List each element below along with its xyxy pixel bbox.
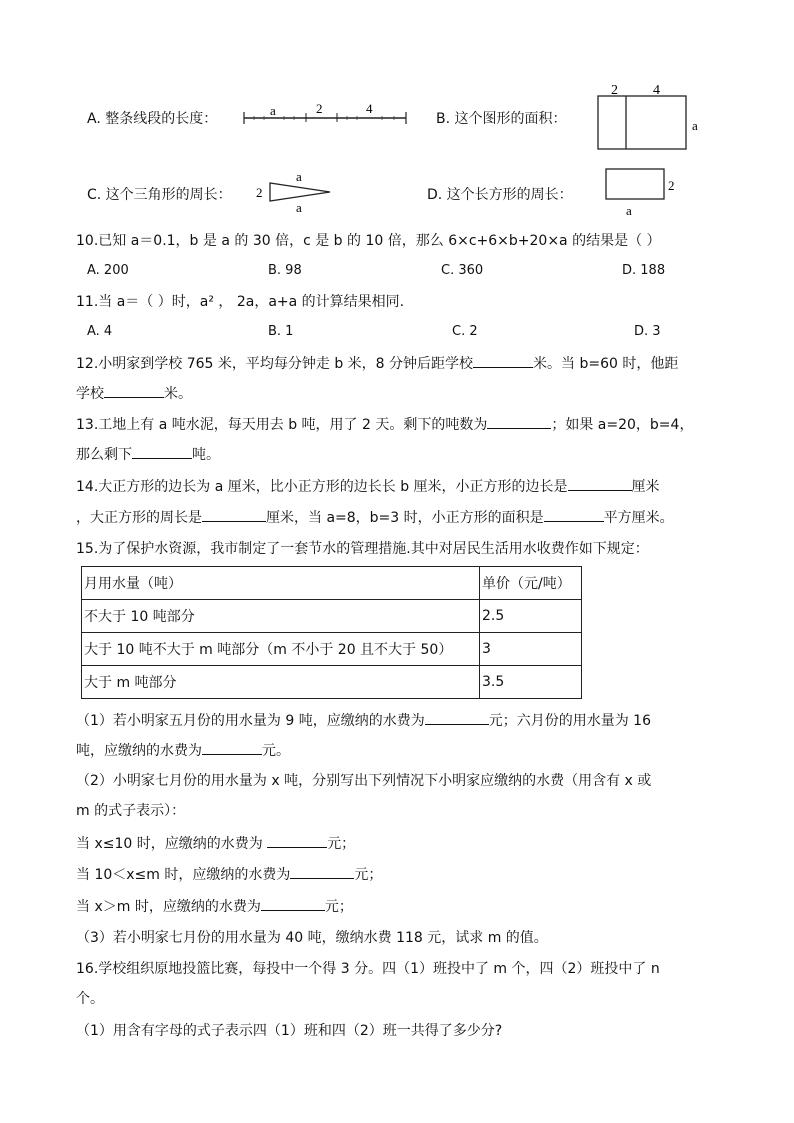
q9-option-a-label: A. 整条线段的长度：	[87, 111, 218, 127]
q15-part1-line2	[76, 740, 290, 761]
q15-case2-text: 当 10＜x≤m 时，应缴纳的水费为	[76, 867, 291, 883]
q15-p1-text-c: 吨，应缴纳的水费为	[76, 743, 202, 759]
q13-text-a: 13.工地上有 a 吨水泥，每天用去 b 吨，用了 2 天。剩下的吨数为	[76, 417, 488, 433]
q15-p1-text-d: 元。	[262, 743, 290, 759]
table-cell: 不大于 10 吨部分	[82, 600, 480, 633]
q16-line2: 个。	[76, 991, 104, 1007]
q15-case1	[76, 833, 355, 854]
q15-blank-5	[261, 896, 325, 911]
q15-part2-line2: m 的式子表示）：	[76, 803, 186, 819]
triangle-label-2: 2	[256, 185, 263, 200]
q12-blank-1	[473, 353, 533, 368]
q14-blank-3	[544, 507, 604, 522]
q14-blank-1	[568, 476, 632, 491]
q15-p1-text-b: 元；六月份的用水量为 16	[488, 713, 651, 729]
triangle-label-a-bottom: a	[296, 200, 302, 215]
q15-blank-2	[202, 740, 262, 755]
q9-option-b-label: B. 这个图形的面积：	[436, 111, 567, 127]
q12-text-a: 12.小明家到学校 765 米，平均每分钟走 b 米，8 分钟后距学校	[76, 356, 474, 372]
q15-p1-text-a: （1）若小明家五月份的用水量为 9 吨，应缴纳的水费为	[76, 713, 425, 729]
rect-side-label-a: a	[692, 118, 698, 133]
q15-blank-3	[267, 833, 327, 848]
segment-label-2: 2	[316, 101, 323, 116]
table-row	[82, 666, 582, 699]
q15-part2-line1: （2）小明家七月份的用水量为 x 吨，分别写出下列情况下小明家应缴纳的水费（用含有 x 或	[76, 773, 652, 789]
q12-line1	[76, 353, 678, 374]
q15-case3-unit: 元；	[324, 899, 353, 915]
segment-label-4: 4	[366, 101, 373, 116]
q14-line1	[76, 476, 660, 497]
q10-option-d: D. 188	[622, 263, 666, 278]
q13-line1	[76, 414, 693, 435]
q13-blank-1	[487, 414, 551, 429]
q16-line1: 16.学校组织原地投篮比赛，每投中一个得 3 分。四（1）班投中了 m 个，四（2）班投中了 n	[76, 961, 660, 977]
q10-option-c: C. 360	[441, 263, 484, 278]
q15-part3: （3）若小明家七月份的用水量为 40 吨，缴纳水费 118 元，试求 m 的值。	[76, 930, 548, 946]
q13-blank-2	[132, 444, 192, 459]
q15-case2-unit: 元；	[354, 867, 383, 883]
water-fee-table	[81, 566, 582, 699]
q14-blank-2	[202, 507, 266, 522]
table-cell: 大于 10 吨不大于 m 吨部分（m 不小于 20 且不大于 50）	[82, 633, 480, 666]
q10-stem: 10.已知 a＝0.1，b 是 a 的 30 倍，c 是 b 的 10 倍，那么 6×c+6×b+20×a 的结果是（ ）	[76, 233, 661, 249]
q14-line2	[76, 507, 674, 528]
table-header-row	[82, 567, 582, 600]
q15-case3-text: 当 x＞m 时，应缴纳的水费为	[76, 899, 261, 915]
q13-line2	[76, 444, 220, 465]
q12-text-d: 米。	[164, 386, 192, 402]
q12-text-b: 米。当 b=60 时，他距	[533, 356, 679, 372]
q14-text-a: 14.大正方形的边长为 a 厘米，比小正方形的边长长 b 厘米，小正方形的边长是	[76, 479, 568, 495]
q14-text-c: ，大正方形的周长是	[76, 510, 202, 526]
q9-option-c-label: C. 这个三角形的周长：	[87, 187, 232, 203]
q11-option-d: D. 3	[634, 324, 661, 339]
q13-text-d: 吨。	[192, 447, 220, 463]
q10-option-a: A. 200	[87, 263, 129, 278]
q11-stem: 11.当 a＝（ ）时，a² ， 2a，a+a 的计算结果相同.	[76, 294, 405, 310]
segment-label-a: a	[270, 103, 276, 118]
rect2-label-a: a	[626, 203, 632, 218]
q14-text-d: 厘米，当 a=8，b=3 时，小正方形的面积是	[266, 510, 544, 526]
q15-blank-1	[425, 710, 489, 725]
rect2-label-2: 2	[668, 178, 675, 193]
q15-case1-unit: 元；	[327, 836, 356, 852]
q15-case1-text: 当 x≤10 时，应缴纳的水费为	[76, 836, 268, 852]
q12-text-c: 学校	[76, 386, 104, 402]
table-row	[82, 633, 582, 666]
segment-figure	[242, 100, 408, 128]
q15-blank-4	[290, 864, 354, 879]
q14-text-b: 厘米	[631, 479, 660, 495]
q15-case3	[76, 896, 353, 917]
q10-option-b: B. 98	[268, 263, 302, 278]
q12-line2	[76, 383, 192, 404]
q15-case2	[76, 864, 382, 885]
q15-part1-line1	[76, 710, 651, 731]
rect-top-label-4: 4	[653, 83, 660, 98]
q14-text-e: 平方厘米。	[603, 510, 674, 526]
q9-option-d-label: D. 这个长方形的周长：	[427, 187, 573, 203]
q11-option-b: B. 1	[268, 324, 294, 339]
q15-stem: 15.为了保护水资源，我市制定了一套节水的管理措施.其中对居民生活用水收费作如下规定：	[76, 541, 649, 557]
rectangle-area-figure	[594, 80, 706, 154]
table-row	[82, 600, 582, 633]
rectangle-perimeter-figure	[600, 165, 684, 219]
table-cell: 大于 m 吨部分	[82, 666, 480, 699]
table-header-cell: 单价（元/吨）	[480, 567, 582, 600]
triangle-figure	[252, 168, 336, 216]
q12-blank-2	[104, 383, 164, 398]
table-cell: 3.5	[480, 666, 582, 699]
triangle-label-a-top: a	[296, 169, 302, 184]
q16-part1: （1）用含有字母的式子表示四（1）班和四（2）班一共得了多少分?	[76, 1023, 503, 1039]
q11-option-c: C. 2	[452, 324, 478, 339]
q13-text-c: 那么剩下	[76, 447, 132, 463]
q13-text-b: ；如果 a=20，b=4，	[551, 417, 694, 433]
table-cell: 2.5	[480, 600, 582, 633]
table-header-cell: 月用水量（吨）	[82, 567, 480, 600]
q11-option-a: A. 4	[87, 324, 113, 339]
table-cell: 3	[480, 633, 582, 666]
rect-top-label-2: 2	[611, 83, 618, 98]
